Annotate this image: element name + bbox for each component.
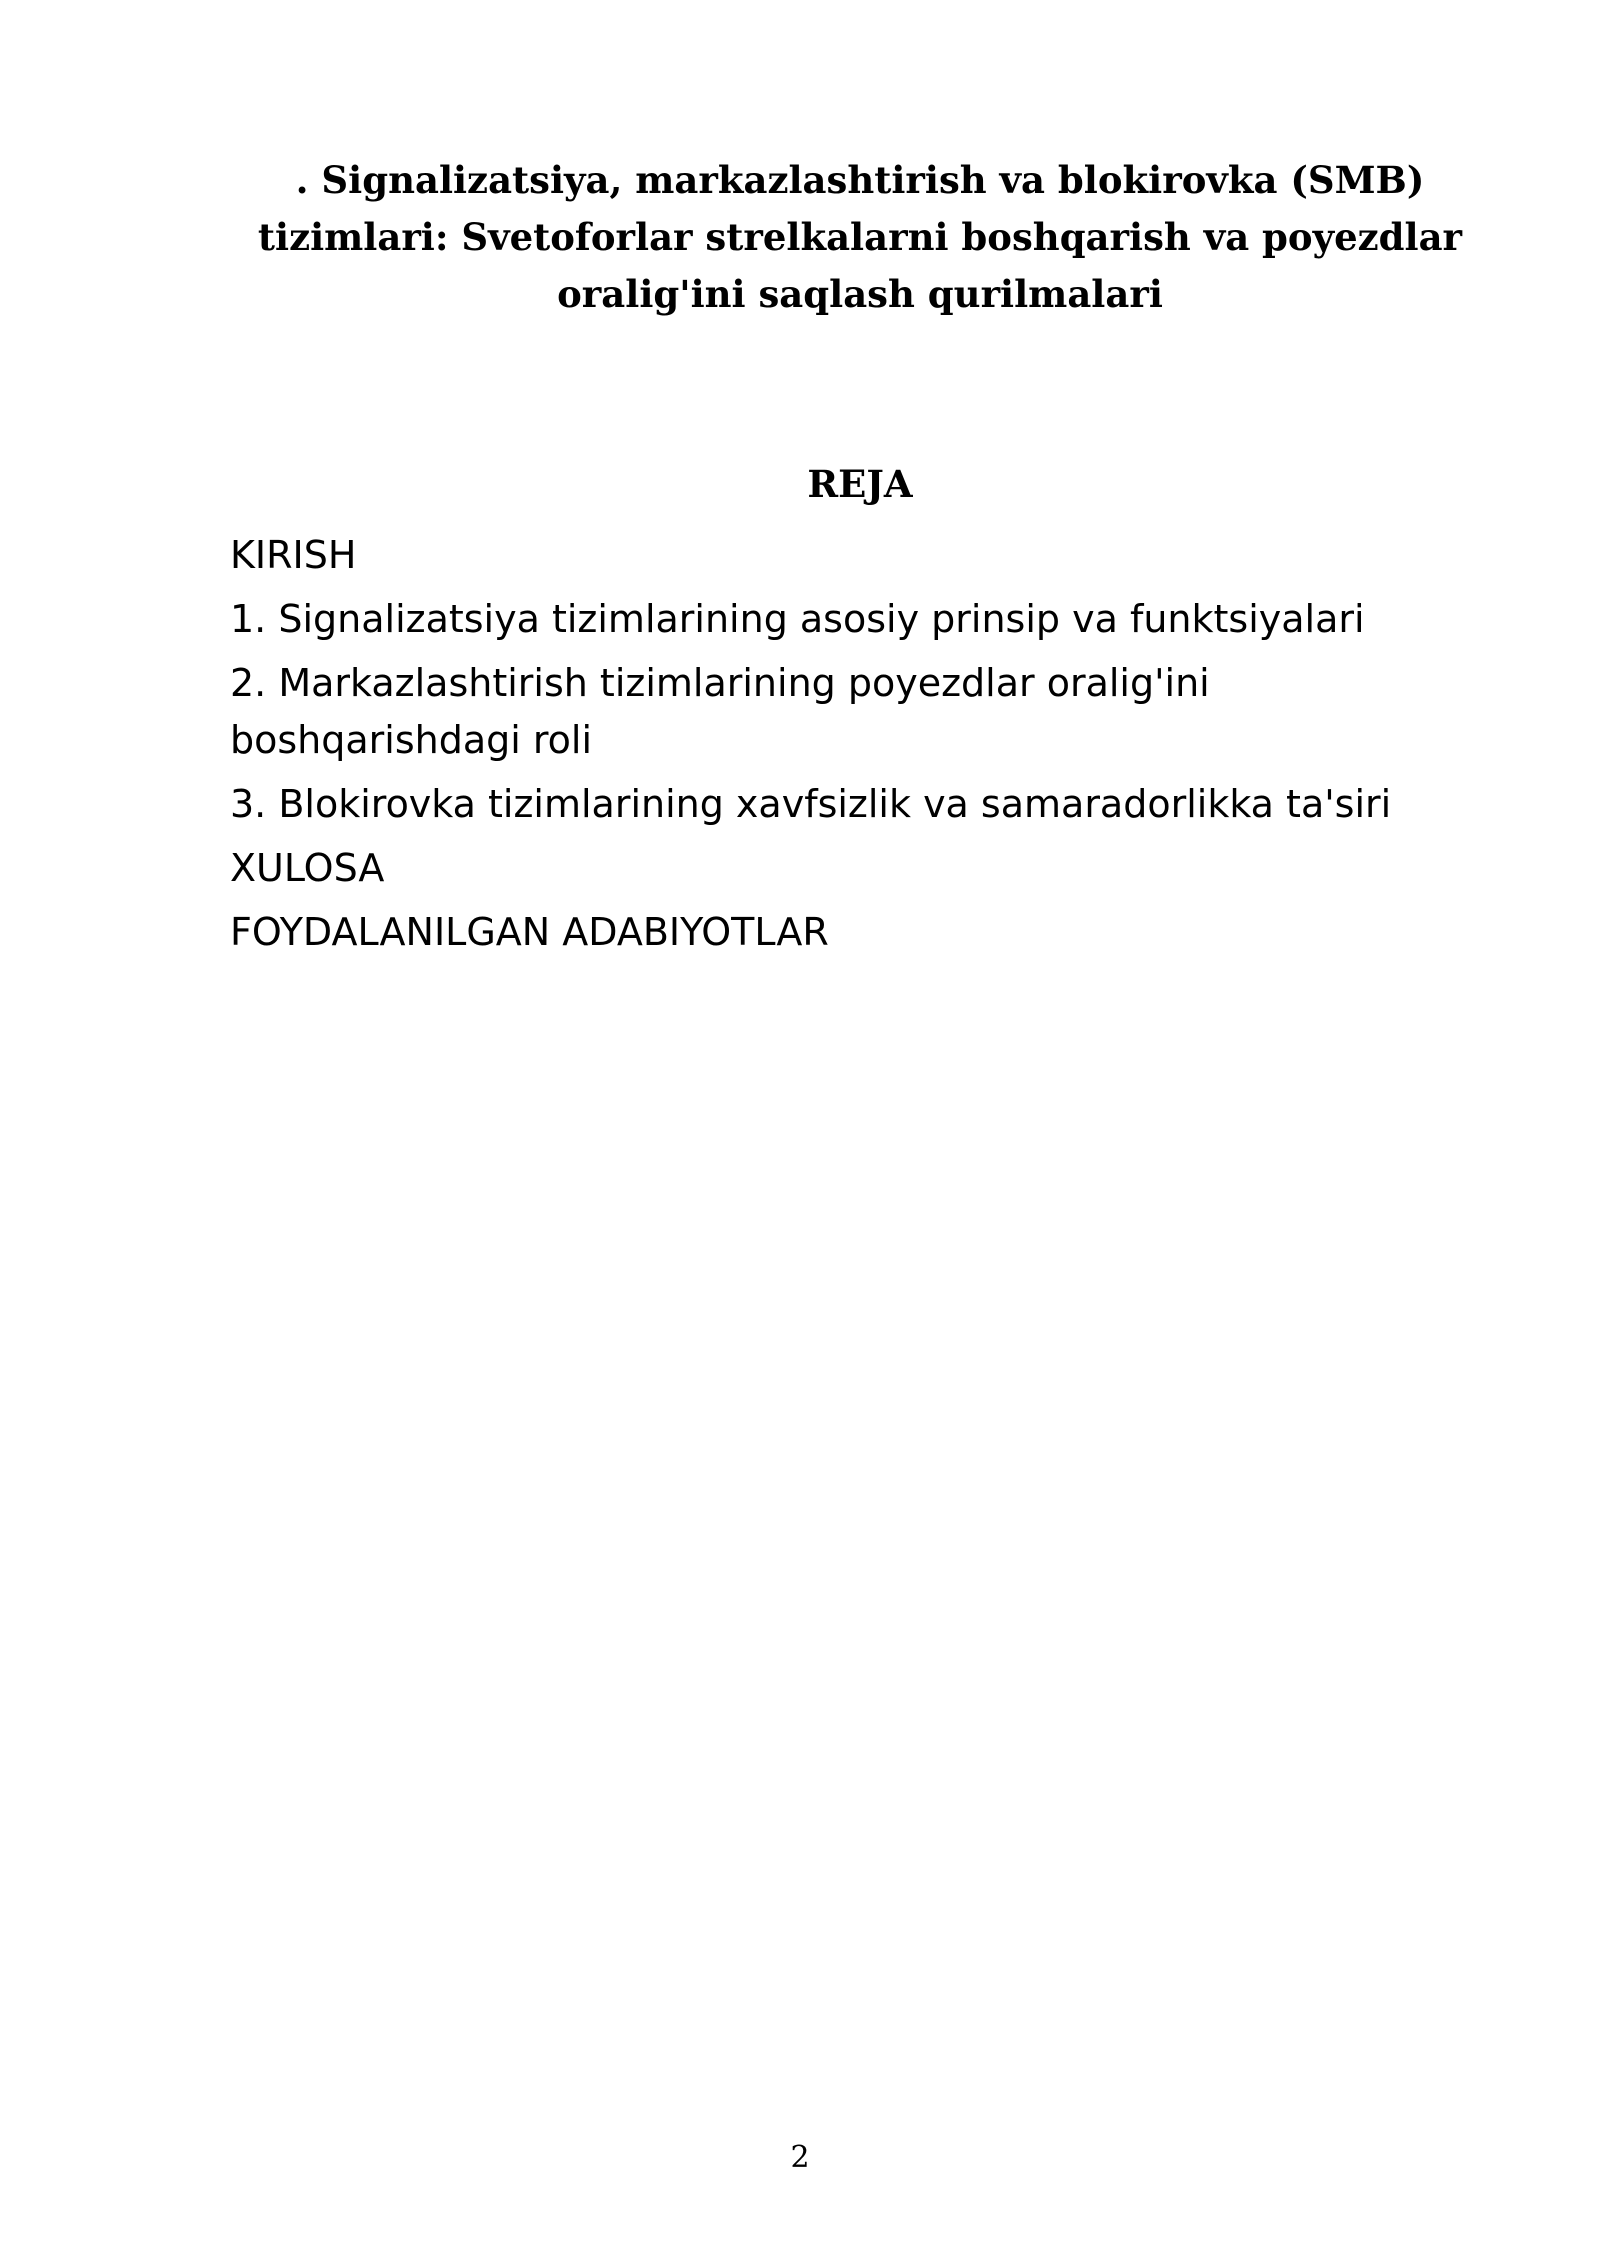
toc-item-text: boshqarishdagi roli (230, 718, 593, 762)
table-of-contents (230, 527, 1500, 968)
plan-heading: REJA (807, 462, 913, 506)
toc-item-text: KIRISH (230, 533, 357, 577)
toc-item-text: 2. Markazlashtirish tizimlarining poyezdlar oralig'ini (230, 661, 1210, 705)
document-title-line: tizimlari: Svetoforlar strelkalarni boshqarish va poyezdlar (257, 215, 1463, 259)
toc-item-references (230, 904, 1500, 961)
toc-item-text: XULOSA (230, 846, 385, 890)
toc-item-section-3 (230, 776, 1500, 833)
toc-item-section-2 (230, 655, 1500, 769)
toc-item-section-1 (230, 591, 1500, 648)
toc-item-conclusion (230, 840, 1500, 897)
toc-item-text: FOYDALANILGAN ADABIYOTLAR (230, 910, 829, 954)
page-number: 2 (790, 2140, 810, 2175)
document-title-line: . Signalizatsiya, markazlashtirish va blokirovka (SMB) (295, 158, 1425, 202)
toc-item-text: 1. Signalizatsiya tizimlarining asosiy prinsip va funktsiyalari (230, 597, 1365, 641)
document-title (220, 152, 1500, 323)
toc-item-introduction (230, 527, 1500, 584)
document-title-line: oralig'ini saqlash qurilmalari (557, 272, 1163, 316)
toc-item-text: 3. Blokirovka tizimlarining xavfsizlik va samaradorlikka ta'siri (230, 782, 1392, 826)
